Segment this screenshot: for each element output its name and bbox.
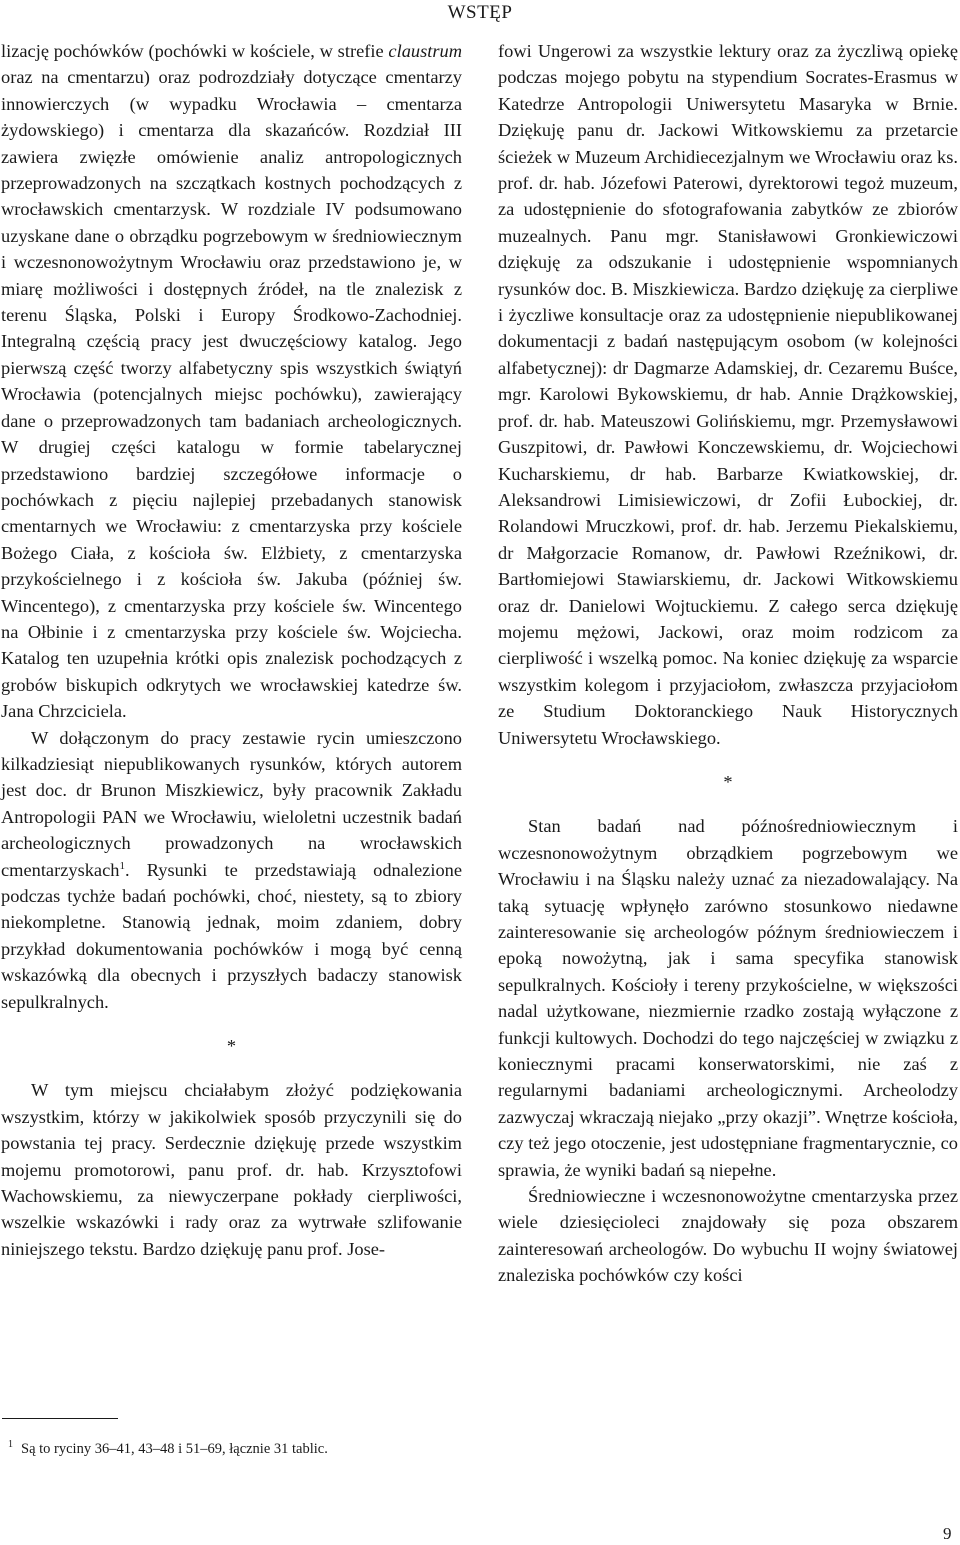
text-span: lizację pochówków (pochówki w kościele, w strefie — [1, 41, 389, 61]
paragraph-research-state: Stan badań nad późnośredniowiecznym i wczesnonowożytnym obrządkiem pogrzebowym we Wrocławiu i na Śląsku należy uznać za niezadowalający. Na taką sytuację wpłynęło zarówno stosunkowo niedawne zainteresowanie się archeologów późnym średniowieczem i epoką nowożytną, jak i sama specyfika stanowisk sepulkralnych. Kościoły i tereny przykościelne, w większości nadal użytkowane, niezmiernie rzadko zostają wyłączone z funkcji kultowych. Dochodzi do tego najczęściej w związku z koniecznymi pracami konserwatorskimi, nie zaś z regularnymi badaniami archeologicznymi. Archeolodzy zazwyczaj wkraczają niejako „przy okazji”. Wnętrze kościoła, czy też jego otoczenie, jest udostępniane fragmentarycznie, co sprawia, że wyniki badań są niepełne. — [498, 816, 958, 1180]
left-text-column — [1, 38, 462, 1262]
paragraph-acknowledgements: W tym miejscu chciałabym złożyć podziękowania wszystkim, którzy w jakikolwiek sposób przyczynili się do powstania tej pracy. Serdecznie dziękuję przede wszystkim mojemu promotorowi, panu prof. dr. hab. Krzysztofowi Wachowskiemu, za niewyczerpane pokłady cierpliwości, wszelkie wskazówki i rady oraz za wytrwałe szlifowanie niniejszego tekstu. Bardzo dziękuję panu prof. Jose- — [1, 1080, 462, 1259]
paragraph-cemeteries: Średniowieczne i wczesnonowożytne cmentarzyska przez wiele dziesięcioleci znajdowały się poza obszarem zainteresowań archeologów. Do wybuchu II wojny światowej znaleziska pochówków czy kości — [498, 1186, 958, 1286]
italic-term: claustrum — [388, 41, 462, 61]
paragraph-acknowledgements-continued: fowi Ungerowi za wszystkie lektury oraz za życzliwą opiekę podczas mojego pobytu na stypendium Socrates-Erasmus w Katedrze Antropologii Uniwersytetu Masaryka w Brnie. Dziękuję panu dr. Jackowi Witkowskiemu za przetarcie ścieżek w Muzeum Archidiecezjalnym we Wrocławiu oraz ks. prof. dr. hab. Józefowi Paterowi, dyrektorowi tegoż muzeum, za udostępnienie do sfotografowania zabytków ze zbiorów muzealnych. Panu mgr. Stanisławowi Gronkiewiczowi dziękuję za odszukanie i udostępnienie wspomnianych rysunków doc. B. Miszkiewicza. Bardzo dziękuję za cierpliwe i życzliwe konsultacje oraz za udostępnienie niepublikowanej dokumentacji z badań następującym osobom (w kolejności alfabetycznej): dr Dagmarze Adamskiej, dr. Cezaremu Buśce, mgr. Karolowi Bykowskiemu, dr hab. Annie Drążkowskiej, prof. dr. hab. Mateuszowi Golińskiemu, mgr. Przemysławowi Guszpitowi, dr. Pawłowi Konczewskiemu, dr. Wojciechowi Kucharskiemu, dr hab. Barbarze Kwiatkowskiej, dr. Aleksandrowi Limisiewiczowi, dr Zofii Łubockiej, dr. Rolandowi Mruczkowi, prof. dr. hab. Jerzemu Piekalskiemu, dr Małgorzacie Romanow, dr. Pawłowi Rzeźnikowi, dr. Bartłomiejowi Stawiarskiemu, dr. Jackowi Witkowskiemu oraz dr. Danielowi Wojtuckiemu. Z całego serca dziękuję mojemu mężowi, Jackowi, oraz moim rodzicom za cierpliwość i wszelką pomoc. Na koniec dziękuję za wsparcie wszystkim kolegom i przyjaciołom, zwłaszcza przyjaciołom ze Studium Doktoranckiego Nauk Historycznych Uniwersytetu Wrocławskiego. — [498, 41, 958, 748]
text-span: oraz na cmentarzu) oraz podrozdziały dotyczące cmentarzy innowierczych (w wypadku Wrocławia – cmentarza żydowskiego) i cmentarza dla skazańców. Rozdział III zawiera zwięzłe omówienie analiz antropologicznych przeprowadzonych na szczątkach kostnych pochodzących z wrocławskich cmentarzysk. W rozdziale IV podsumowano uzyskane dane o obrządku pogrzebowym w średniowiecznym i wczesnonowożytnym Wrocławiu oraz przedstawiono je, w miarę możliwości i dostępnych źródeł, na tle znalezisk z terenu Śląska, Polski i Europy Środkowo-Zachodniej. Integralną częścią pracy jest dwuczęściowy katalog. Jego pierwszą część tworzy alfabetyczny spis wszystkich świątyń Wrocławia (potencjalnych miejsc pochówku), zawierający dane o przeprowadzonych tam badaniach archeologicznych. W drugiej części katalogu w formie tabelarycznej przedstawiono bardziej szczegółowe informacje o pochówkach z pięciu najlepiej przebadanych stanowisk cmentarnych we Wrocławiu: z cmentarzyska przy kościele Bożego Ciała, z kościoła św. Elżbiety, z cmentarzyska przykościelnego i z kościoła św. Jakuba (później św. Wincentego), z cmentarzyska przy kościele św. Wincentego na Ołbinie i z cmentarzyska przy kościele św. Wojciecha. Katalog ten uzupełnia krótki opis znalezisk pochodzących z grobów biskupich odkrytych we wrocławskiej katedrze św. Jana Chrzciciela. — [1, 67, 462, 722]
footnote-divider — [2, 1418, 118, 1419]
footnote-number: 1 — [8, 1439, 13, 1450]
page-number: 9 — [943, 1524, 952, 1543]
section-separator: * — [723, 771, 733, 792]
right-text-column — [498, 38, 958, 1289]
paragraph-illustrations — [1, 725, 462, 1015]
footnote-text: Są to ryciny 36–41, 43–48 i 51–69, łącznie 31 tablic. — [21, 1441, 328, 1457]
footnote — [8, 1436, 458, 1458]
running-header: WSTĘP — [447, 2, 513, 23]
text-span: . Rysunki te przedstawiają odnalezione podczas tychże badań pochówki, choć, niestety, są to zbiory niekompletne. Stanowią jednak, moim zdaniem, dobry przykład dokumentowania pochówków i mogą być cenną wskazówką dla obecnych i przyszłych badaczy stanowisk sepulkralnych. — [1, 859, 462, 1012]
footnote-reference[interactable]: 1 — [119, 859, 125, 872]
paragraph-chapter-summary — [1, 38, 462, 725]
text-span: W dołączonym do pracy zestawie rycin umieszczono kilkadziesiąt niepublikowanych rysunków, których autorem jest doc. dr Brunon Miszkiewicz, były pracownik Zakładu Antropologii PAN we Wrocławiu, wieloletni uczestnik badań archeologicznych prowadzonych na wrocławskich cmentarzyskach — [1, 727, 462, 880]
section-separator: * — [226, 1036, 237, 1057]
